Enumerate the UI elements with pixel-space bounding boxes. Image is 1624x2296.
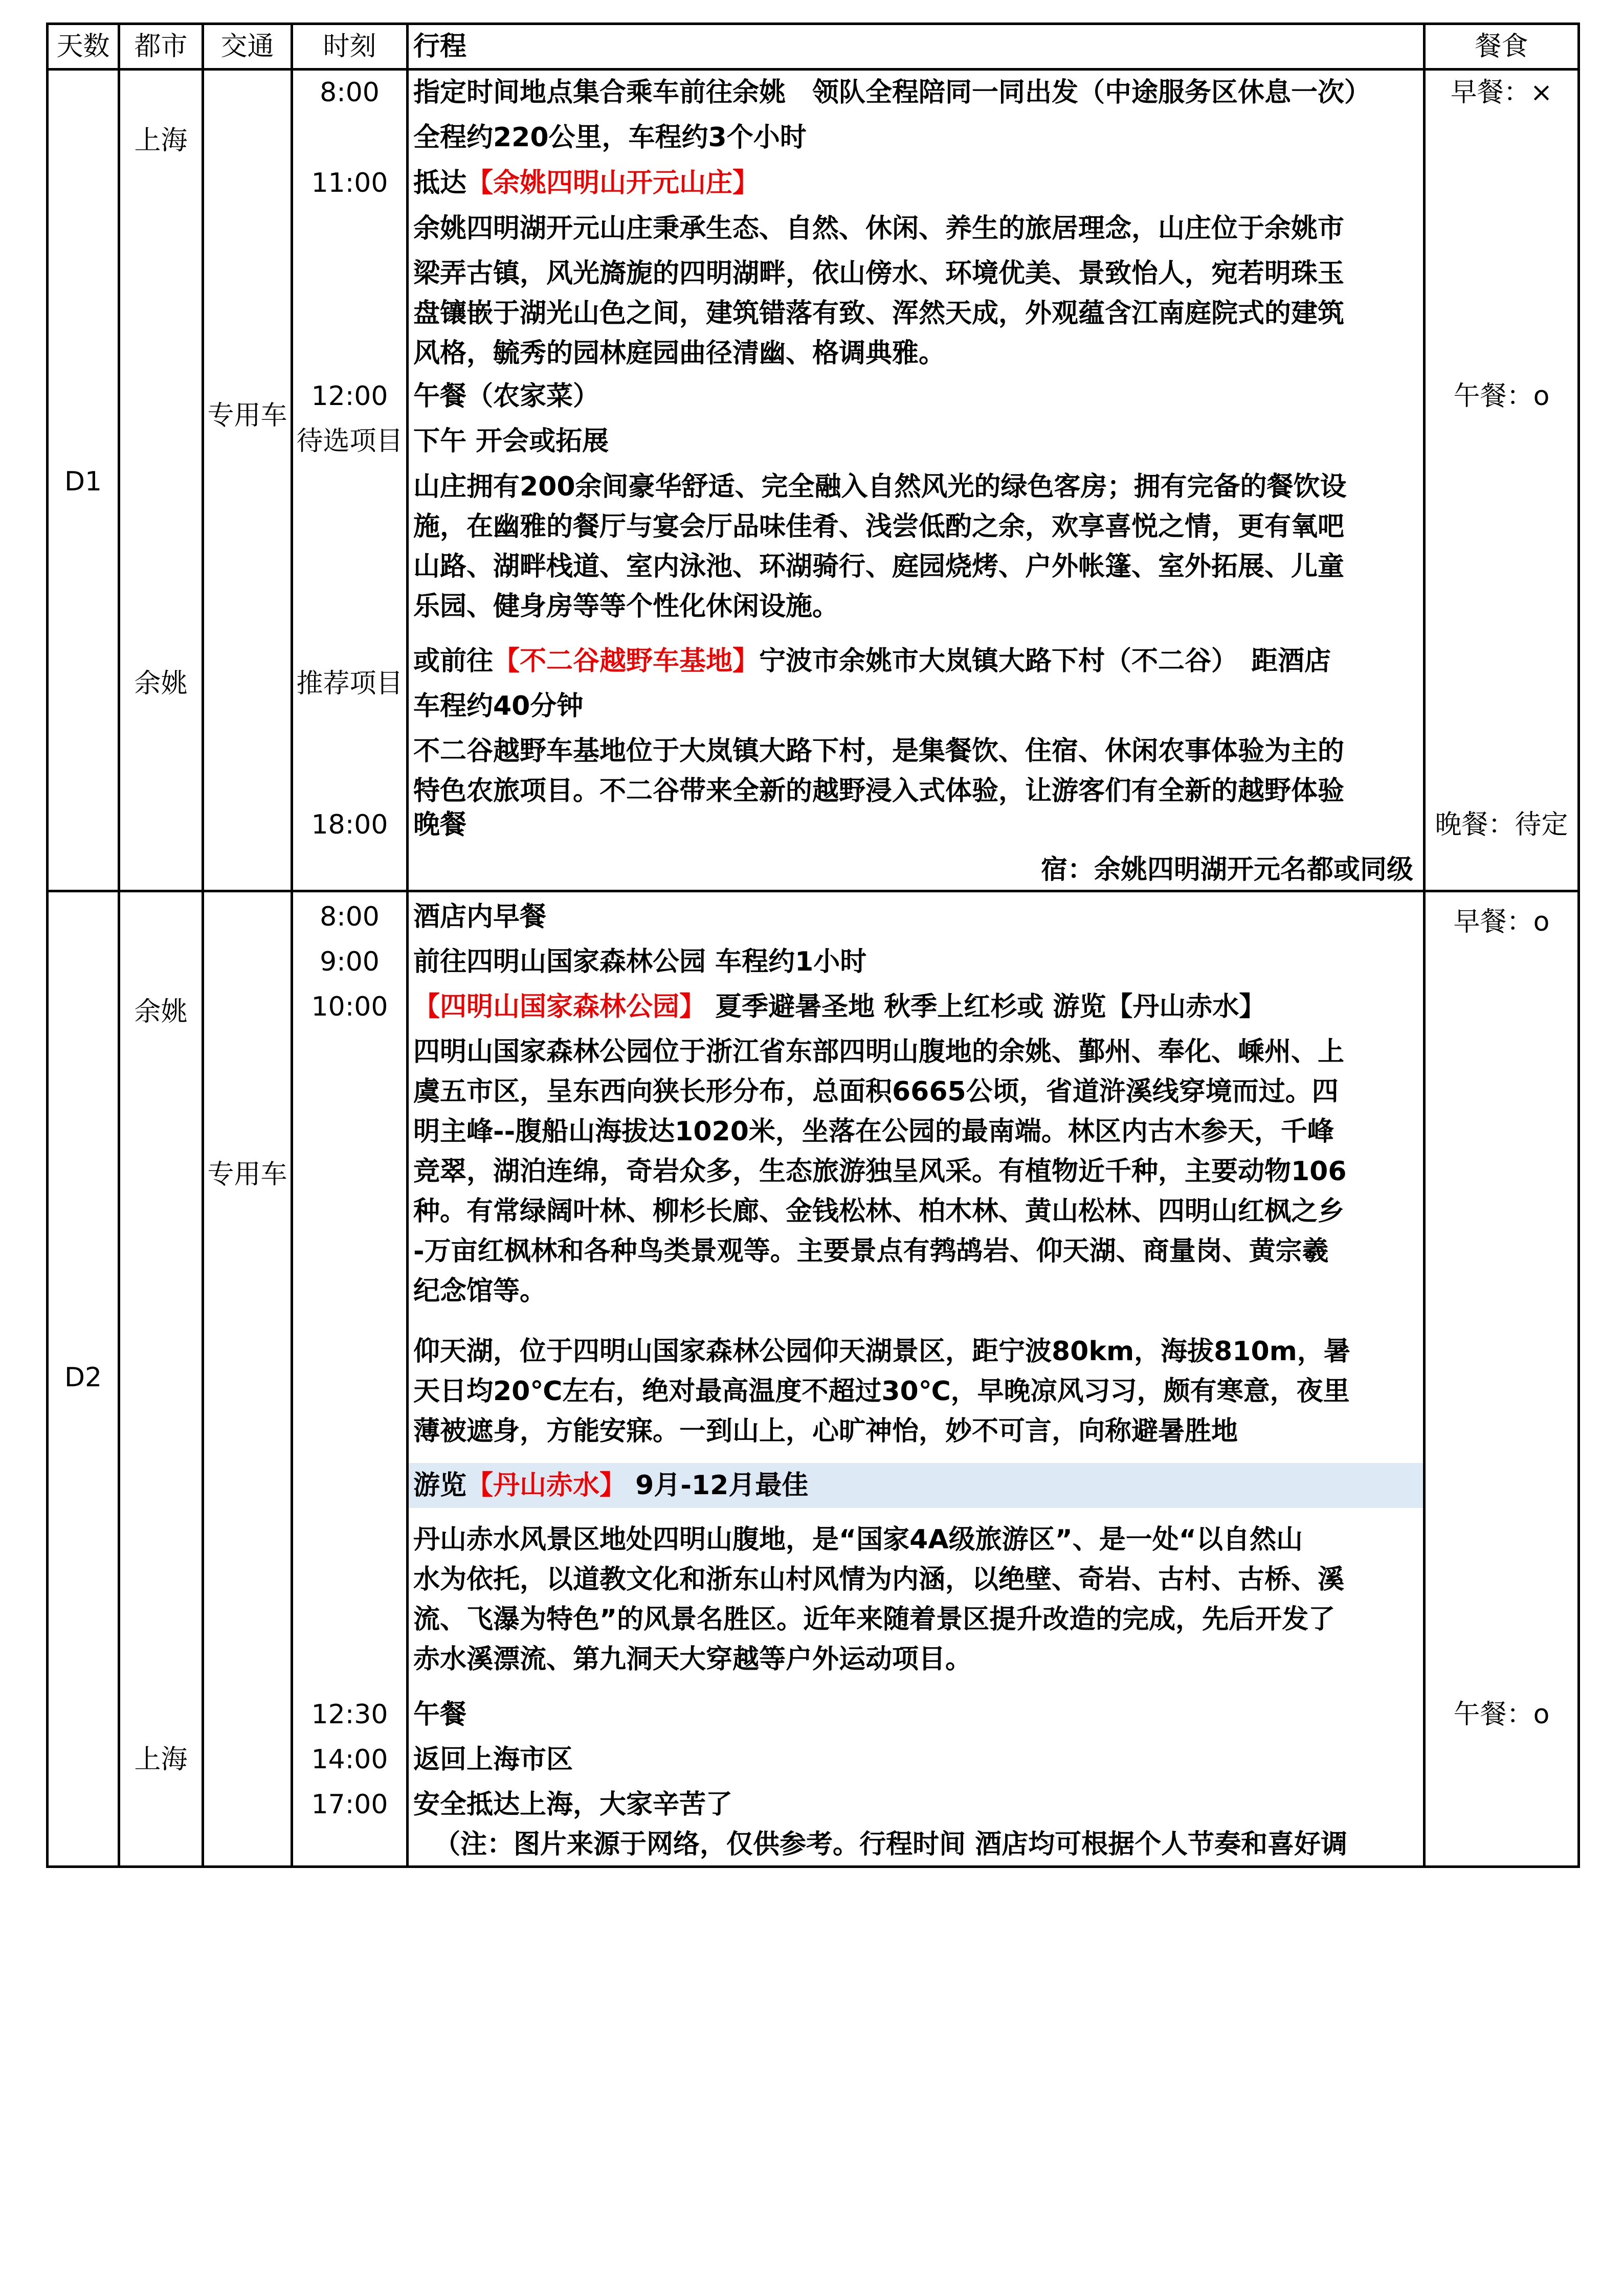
danshan-desc-line: 丹山赤水风景区地处四明山腹地，是“国家4A级旅游区”、是一处“以自然山 xyxy=(413,1524,1303,1555)
forest-desc-line: 种。有常绿阔叶林、柳杉长廊、金钱松林、柏木林、黄山松林、四明山红枫之乡 xyxy=(413,1196,1345,1227)
d2-note: （注：图片来源于网络，仅供参考。行程时间 酒店均可根据个人节奏和喜好调 xyxy=(434,1829,1348,1860)
resort-desc-line: 余姚四明湖开元山庄秉承生态、自然、休闲、养生的旅居理念，山庄位于余姚市 xyxy=(413,213,1345,244)
d1-line-depart: 指定时间地点集合乘车前往余姚 领队全程陪同一同出发（中途服务区休息一次） xyxy=(413,77,1371,108)
resort-desc-line: 梁弄古镇，风光旖旎的四明湖畔，依山傍水、环境优美、景致怡人，宛若明珠玉 xyxy=(413,258,1345,289)
d1-time-optional: 待选项目 xyxy=(296,426,403,457)
header-day: 天数 xyxy=(56,31,110,62)
col-line-5 xyxy=(1423,22,1426,1868)
col-line-4 xyxy=(406,22,409,1868)
d1-city-yuyao: 余姚 xyxy=(134,668,188,699)
header-transport: 交通 xyxy=(220,31,274,62)
d2-time-1700: 17:00 xyxy=(311,1789,388,1820)
forest-park-name: 【四明山国家森林公园】 xyxy=(413,992,706,1022)
forest-desc-line: 明主峰--腹船山海拔达1020米，坐落在公园的最南端。林区内古木参天，千峰 xyxy=(413,1116,1334,1147)
d1-afternoon: 下午 开会或拓展 xyxy=(413,426,609,457)
header-meal: 餐食 xyxy=(1475,31,1528,62)
d1-hotel: 宿：余姚四明湖开元名都或同级 xyxy=(1040,854,1413,885)
d1-time-1100: 11:00 xyxy=(311,168,388,198)
col-line-0 xyxy=(46,22,49,1868)
danshan-desc-line: 水为依托，以道教文化和浙东山村风情为内涵，以绝壁、奇岩、古村、古桥、溪 xyxy=(413,1564,1345,1595)
resort-desc-line: 风格，毓秀的园林庭园曲径清幽、格调典雅。 xyxy=(413,338,946,369)
d1-meal-lunch: 午餐：o xyxy=(1453,381,1550,412)
d1-alt-distance: 车程约40分钟 xyxy=(413,691,584,722)
d2-time-0900: 9:00 xyxy=(320,947,380,977)
forest-desc-line: -万亩红枫林和各种鸟类景观等。主要景点有鹁鸪岩、仰天湖、商量岗、黄宗羲 xyxy=(413,1236,1329,1267)
offroad-base-name: 【不二谷越野车基地】 xyxy=(493,646,760,677)
d2-meal-breakfast: 早餐：o xyxy=(1453,907,1550,937)
d2-day-label: D2 xyxy=(64,1362,102,1393)
header-time: 时刻 xyxy=(323,31,376,62)
d2-meal-lunch: 午餐：o xyxy=(1453,1699,1550,1730)
d2-time-1230: 12:30 xyxy=(311,1699,388,1730)
d1-time-1200: 12:00 xyxy=(311,381,388,412)
d2-go-forest: 前往四明山国家森林公园 车程约1小时 xyxy=(413,947,867,977)
forest-desc-line: 四明山国家森林公园位于浙江省东部四明山腹地的余姚、鄞州、奉化、嵊州、上 xyxy=(413,1037,1345,1067)
offroad-desc-line: 特色农旅项目。不二谷带来全新的越野浸入式体验，让游客们有全新的越野体验 xyxy=(413,776,1345,806)
header-itinerary: 行程 xyxy=(413,31,467,62)
d1-line-arrive: 抵达【余姚四明山开元山庄】 xyxy=(413,168,760,198)
d1-time-0800: 8:00 xyxy=(320,77,380,108)
d2-transport: 专用车 xyxy=(207,1159,287,1190)
facility-desc-line: 山庄拥有200余间豪华舒适、完全融入自然风光的绿色客房；拥有完备的餐饮设 xyxy=(413,471,1347,502)
offroad-desc-line: 不二谷越野车基地位于大岚镇大路下村，是集餐饮、住宿、休闲农事体验为主的 xyxy=(413,736,1345,767)
lake-desc-line: 薄被遮身，方能安寐。一到山上，心旷神怡，妙不可言，向称避暑胜地 xyxy=(413,1416,1238,1447)
forest-desc-line: 竞翠，湖泊连绵，奇岩众多，生态旅游独呈风采。有植物近千种，主要动物106 xyxy=(413,1156,1347,1187)
facility-desc-line: 施，在幽雅的餐厅与宴会厅品味佳肴、浅尝低酌之余，欢享喜悦之情，更有氧吧 xyxy=(413,511,1345,542)
col-line-1 xyxy=(118,22,120,1868)
d2-city-yuyao: 余姚 xyxy=(134,997,188,1027)
d2-return: 返回上海市区 xyxy=(413,1744,573,1775)
lake-desc-line: 仰天湖，位于四明山国家森林公园仰天湖景区，距宁波80km，海拔810m，暑 xyxy=(413,1336,1350,1367)
d2-lunch: 午餐 xyxy=(413,1699,467,1730)
d1-meal-dinner: 晚餐：待定 xyxy=(1435,809,1568,840)
d2-forest-title: 【四明山国家森林公园】 夏季避暑圣地 秋季上红杉或 游览【丹山赤水】 xyxy=(413,992,1266,1022)
d1-dinner: 晚餐 xyxy=(413,809,467,840)
d1-time-1800: 18:00 xyxy=(311,809,388,840)
d2-danshan-title: 游览【丹山赤水】 9月-12月最佳 xyxy=(413,1470,809,1501)
resort-name: 【余姚四明山开元山庄】 xyxy=(466,168,760,198)
d2-time-1400: 14:00 xyxy=(311,1744,388,1775)
facility-desc-line: 乐园、健身房等等个性化休闲设施。 xyxy=(413,591,839,622)
d1-lunch: 午餐（农家菜） xyxy=(413,381,600,412)
facility-desc-line: 山路、湖畔栈道、室内泳池、环湖骑行、庭园烧烤、户外帐篷、室外拓展、儿童 xyxy=(413,551,1345,582)
d2-time-1000: 10:00 xyxy=(311,992,388,1022)
d1-day-label: D1 xyxy=(64,466,102,497)
forest-desc-line: 纪念馆等。 xyxy=(413,1276,547,1307)
d2-city-shanghai: 上海 xyxy=(134,1744,188,1775)
d1-city-shanghai: 上海 xyxy=(134,125,188,156)
danshan-desc-line: 流、飞瀑为特色”的风景名胜区。近年来随着景区提升改造的完成，先后开发了 xyxy=(413,1604,1336,1635)
d1-time-recommended: 推荐项目 xyxy=(296,668,403,699)
col-line-2 xyxy=(202,22,204,1868)
col-line-6 xyxy=(1577,22,1580,1868)
d1-line-distance: 全程约220公里，车程约3个小时 xyxy=(413,122,807,153)
danshan-desc-line: 赤水溪漂流、第九洞天大穿越等户外运动项目。 xyxy=(413,1644,972,1675)
forest-desc-line: 虞五市区，呈东西向狭长形分布，总面积6665公顷，省道浒溪线穿境而过。四 xyxy=(413,1076,1339,1107)
d2-time-0800: 8:00 xyxy=(320,902,380,932)
header-city: 都市 xyxy=(134,31,188,62)
lake-desc-line: 天日均20℃左右，绝对最高温度不超过30℃，早晚凉风习习，颇有寒意，夜里 xyxy=(413,1376,1350,1407)
d1-meal-breakfast: 早餐：× xyxy=(1450,77,1553,108)
d1-transport: 专用车 xyxy=(207,400,287,431)
danshan-name: 【丹山赤水】 xyxy=(466,1470,627,1501)
resort-desc-line: 盘镶嵌于湖光山色之间，建筑错落有致、浑然天成，外观蕴含江南庭院式的建筑 xyxy=(413,298,1345,329)
d2-breakfast: 酒店内早餐 xyxy=(413,902,547,932)
d2-arrive: 安全抵达上海，大家辛苦了 xyxy=(413,1789,733,1820)
d1-alt-option: 或前往【不二谷越野车基地】宁波市余姚市大岚镇大路下村（不二谷） 距酒店 xyxy=(413,646,1331,677)
